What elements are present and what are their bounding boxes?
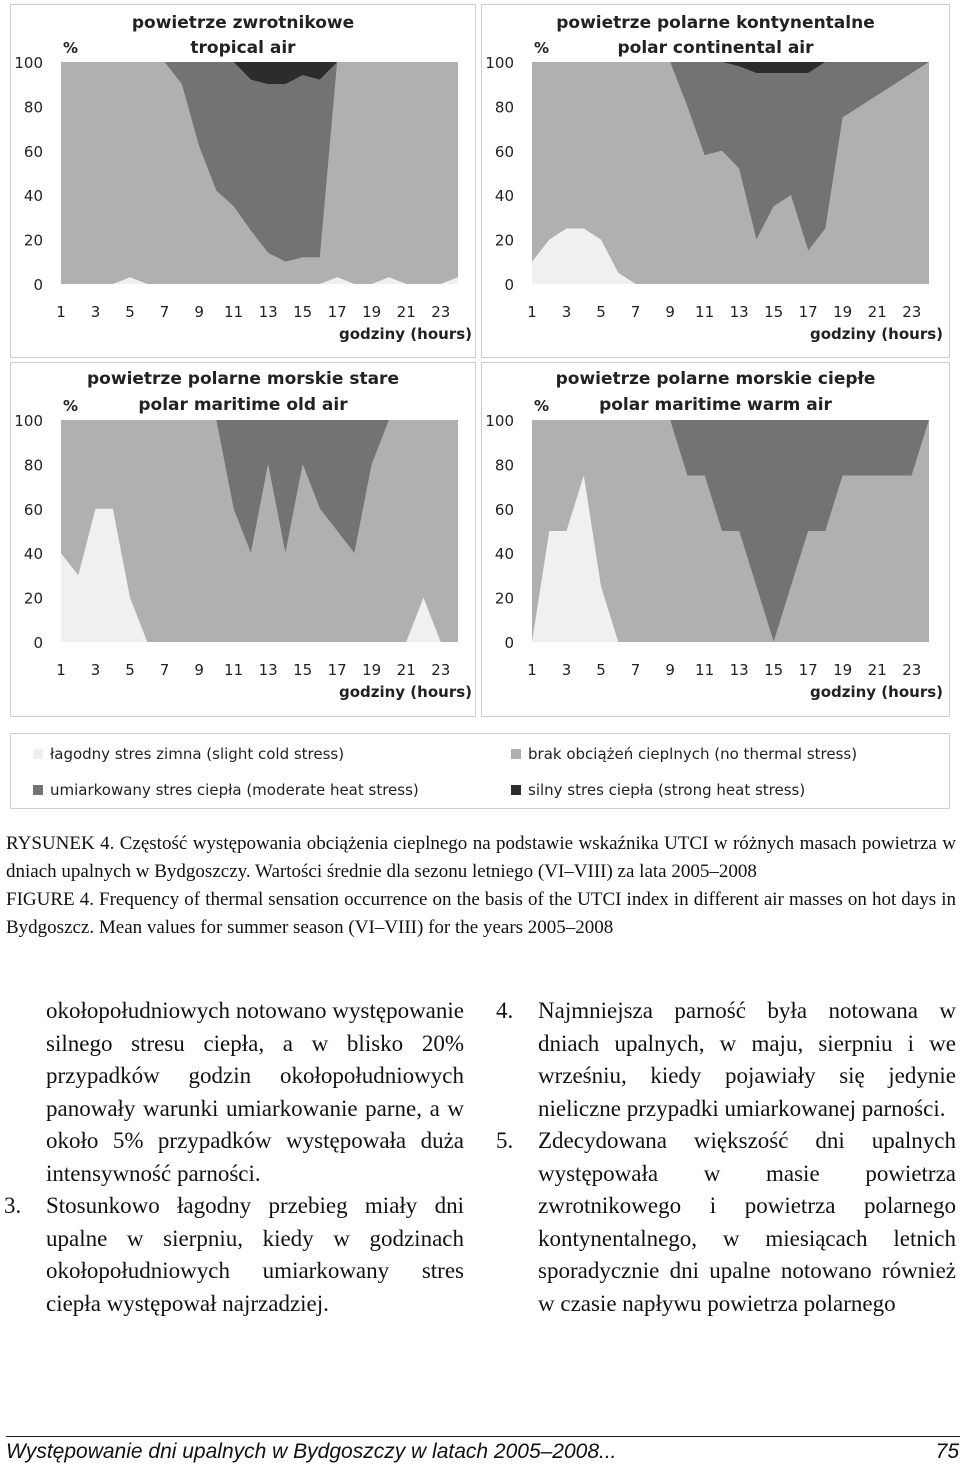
list-number: 5. [496, 1128, 514, 1153]
chart-panel-polar-maritime-warm [481, 362, 950, 717]
x-tick-label: 19 [362, 661, 382, 679]
x-tick-label: 3 [561, 661, 572, 679]
x-tick-label: 17 [798, 303, 818, 321]
x-tick-label: 1 [56, 661, 66, 679]
legend-item-moderate-heat [33, 780, 419, 800]
x-tick-label: 9 [194, 661, 204, 679]
y-tick-label: 20 [23, 231, 43, 250]
list-item-4 [496, 995, 956, 1125]
x-tick-label: 15 [764, 303, 784, 321]
list-number: 3. [4, 1193, 22, 1218]
y-tick-label: 40 [494, 187, 514, 206]
y-unit-label: % [534, 39, 550, 57]
x-tick-label: 23 [902, 661, 922, 679]
list-item-text: Zdecydowana większość dni upalnych występowała w masie powietrza zwrotnikowego i powietrza polarnego kontynentalnego, w miesiącach letnich sporadycznie dni upalne notowano również w czasie napływu powietrza polarnego [538, 1128, 956, 1316]
x-tick-label: 21 [867, 661, 887, 679]
y-tick-label: 80 [494, 456, 514, 475]
chart-panel-polar-continental [481, 4, 950, 358]
chart-panel-tropical [10, 4, 476, 358]
chart-title-en: tropical air [190, 38, 296, 58]
x-tick-label: 5 [596, 661, 606, 679]
x-tick-label: 7 [159, 661, 170, 679]
x-tick-label: 15 [293, 661, 313, 679]
y-tick-label: 40 [23, 187, 43, 206]
chart-legend [10, 733, 950, 809]
y-tick-label: 40 [494, 545, 514, 564]
x-tick-label: 23 [902, 303, 922, 321]
legend-swatch [33, 749, 43, 759]
x-tick-label: 1 [527, 303, 537, 321]
chart-panel-polar-maritime-old [10, 362, 476, 717]
x-tick-label: 5 [596, 303, 606, 321]
x-tick-label: 13 [258, 303, 278, 321]
list-item-text: Stosunkowo łagodny przebieg miały dni upalne w sierpniu, kiedy w godzinach okołopołudniowych umiarkowany stres ciepła występował najrzadziej. [46, 1193, 464, 1316]
y-tick-label: 60 [23, 142, 43, 161]
list-item-text: Najmniejsza parność była notowana w dniach upalnych, w maju, sierpniu i we wrześniu, kiedy pojawiały się jedynie nieliczne przypadki umiarkowanej parności. [538, 998, 956, 1121]
x-tick-label: 11 [695, 661, 715, 679]
x-tick-label: 5 [125, 303, 135, 321]
legend-label: silny stres ciepła (strong heat stress) [528, 781, 806, 799]
x-axis-label: godziny (hours) [809, 325, 943, 343]
legend-label: brak obciążeń cieplnych (no thermal stress) [528, 745, 858, 763]
figure-caption [6, 830, 956, 942]
y-tick-label: 40 [23, 545, 43, 564]
x-tick-label: 9 [194, 303, 204, 321]
x-tick-label: 11 [224, 661, 244, 679]
legend-label: łagodny stres zimna (slight cold stress) [50, 745, 345, 763]
body-column-left [4, 995, 464, 1320]
x-axis-label: godziny (hours) [338, 683, 472, 701]
x-tick-label: 9 [665, 303, 675, 321]
y-unit-label: % [63, 39, 79, 57]
chart-tropical-air [11, 5, 475, 357]
y-tick-label: 0 [33, 276, 43, 294]
page-footer [6, 1436, 960, 1467]
list-item-5 [496, 1125, 956, 1320]
x-tick-label: 3 [90, 661, 101, 679]
x-tick-label: 21 [867, 303, 887, 321]
x-tick-label: 3 [561, 303, 572, 321]
x-tick-label: 15 [293, 303, 313, 321]
caption-english: FIGURE 4. Frequency of thermal sensation occurrence on the basis of the UTCI index in different air masses on hot days in Bydgoszcz. Mean values for summer season (VI–VIII) for the years 2005–2008 [6, 889, 956, 938]
y-tick-label: 100 [485, 54, 514, 72]
y-tick-label: 60 [23, 500, 43, 519]
x-tick-label: 1 [527, 661, 537, 679]
x-tick-label: 19 [833, 661, 853, 679]
body-column-right [496, 995, 956, 1320]
legend-item-slight-cold [33, 744, 344, 764]
x-tick-label: 7 [159, 303, 170, 321]
y-tick-label: 100 [14, 54, 43, 72]
y-tick-label: 100 [485, 412, 514, 430]
x-tick-label: 13 [258, 661, 278, 679]
x-tick-label: 7 [630, 661, 641, 679]
y-unit-label: % [63, 397, 79, 415]
y-tick-label: 80 [23, 98, 43, 117]
page-number: 75 [935, 1440, 959, 1463]
x-tick-label: 13 [729, 661, 749, 679]
x-axis-label: godziny (hours) [338, 325, 472, 343]
y-tick-label: 60 [494, 500, 514, 519]
y-tick-label: 80 [494, 98, 514, 117]
x-tick-label: 7 [630, 303, 641, 321]
chart-polar-maritime-old-air [11, 363, 475, 716]
x-tick-label: 17 [327, 661, 347, 679]
chart-title-en: polar maritime old air [138, 395, 348, 415]
chart-title-pl: powietrze polarne kontynentalne [556, 13, 875, 33]
chart-title-pl: powietrze polarne morskie stare [87, 369, 399, 389]
legend-swatch [511, 785, 521, 795]
chart-title-pl: powietrze polarne morskie ciepłe [555, 369, 876, 389]
x-tick-label: 11 [695, 303, 715, 321]
caption-polish: RYSUNEK 4. Częstość występowania obciążenia cieplnego na podstawie wskaźnika UTCI w różnych masach powietrza w dniach upalnych w Bydgoszczy. Wartości średnie dla sezonu letniego (VI–VIII) za lata 2005–2008 [6, 833, 956, 882]
x-tick-label: 17 [798, 661, 818, 679]
x-tick-label: 1 [56, 303, 66, 321]
chart-title-en: polar maritime warm air [599, 395, 832, 415]
x-tick-label: 21 [396, 303, 416, 321]
chart-polar-maritime-warm-air [482, 363, 949, 716]
y-tick-label: 0 [504, 634, 514, 652]
y-tick-label: 60 [494, 142, 514, 161]
x-tick-label: 13 [729, 303, 749, 321]
x-tick-label: 23 [431, 661, 451, 679]
x-tick-label: 15 [764, 661, 784, 679]
y-tick-label: 0 [504, 276, 514, 294]
y-tick-label: 20 [23, 589, 43, 608]
running-title: Występowanie dni upalnych w Bydgoszczy w latach 2005–2008... [6, 1440, 617, 1463]
y-unit-label: % [534, 397, 550, 415]
list-item-3 [4, 1190, 464, 1320]
legend-swatch [33, 785, 43, 795]
y-tick-label: 20 [494, 231, 514, 250]
y-tick-label: 20 [494, 589, 514, 608]
y-tick-label: 0 [33, 634, 43, 652]
y-tick-label: 80 [23, 456, 43, 475]
x-tick-label: 3 [90, 303, 101, 321]
x-tick-label: 21 [396, 661, 416, 679]
legend-item-strong-heat [511, 780, 805, 800]
x-tick-label: 19 [833, 303, 853, 321]
x-tick-label: 5 [125, 661, 135, 679]
x-tick-label: 17 [327, 303, 347, 321]
x-tick-label: 9 [665, 661, 675, 679]
x-tick-label: 23 [431, 303, 451, 321]
legend-label: umiarkowany stres ciepła (moderate heat stress) [50, 781, 419, 799]
chart-title-pl: powietrze zwrotnikowe [131, 13, 355, 33]
chart-polar-continental-air [482, 5, 949, 357]
legend-swatch [511, 749, 521, 759]
chart-title-en: polar continental air [617, 38, 814, 58]
list-number: 4. [496, 998, 514, 1023]
x-tick-label: 11 [224, 303, 244, 321]
x-axis-label: godziny (hours) [809, 683, 943, 701]
paragraph-continuation: okołopołudniowych notowano występowanie silnego stresu ciepła, a w blisko 20% przypadków godzin okołopołudniowych panowały warunki umiarkowanie parne, a w około 5% przypadków występowała duża intensywność parności. [46, 998, 464, 1186]
legend-item-no-stress [511, 744, 857, 764]
y-tick-label: 100 [14, 412, 43, 430]
x-tick-label: 19 [362, 303, 382, 321]
